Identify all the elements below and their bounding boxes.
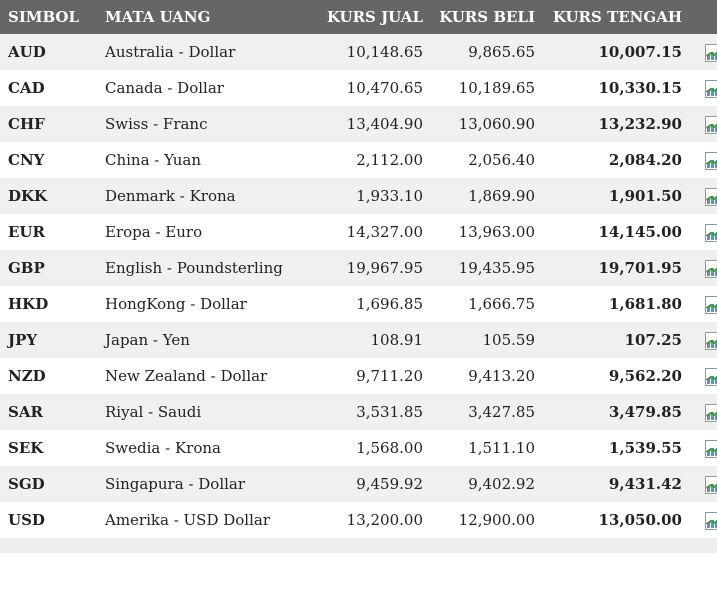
middle-rate: 2,084.20 xyxy=(608,151,682,169)
sell-rate: 108.91 xyxy=(370,331,423,349)
sell-rate: 14,327.00 xyxy=(346,223,423,241)
buy-rate: 1,511.10 xyxy=(468,439,535,457)
currency-name: HongKong - Dollar xyxy=(105,295,247,313)
table-row-cny xyxy=(0,142,717,178)
middle-rate: 10,330.15 xyxy=(598,79,682,97)
chart-icon[interactable] xyxy=(705,368,717,386)
table-row-nzd xyxy=(0,358,717,394)
middle-rate: 1,539.55 xyxy=(608,439,682,457)
currency-name: Swiss - Franc xyxy=(105,115,208,133)
sell-rate: 9,711.20 xyxy=(356,367,423,385)
sell-rate: 10,148.65 xyxy=(346,43,423,61)
table-row-eur xyxy=(0,214,717,250)
chart-cell xyxy=(682,178,717,214)
chart-cell xyxy=(682,502,717,538)
buy-rate: 2,056.40 xyxy=(468,151,535,169)
sell-rate: 1,696.85 xyxy=(356,295,423,313)
table-row-usd xyxy=(0,502,717,538)
currency-name: Canada - Dollar xyxy=(105,79,224,97)
currency-symbol: DKK xyxy=(8,187,48,205)
currency-name: Amerika - USD Dollar xyxy=(105,511,271,529)
chart-icon[interactable] xyxy=(705,404,717,422)
chart-icon[interactable] xyxy=(705,332,717,350)
middle-rate: 19,701.95 xyxy=(598,259,682,277)
chart-cell xyxy=(682,394,717,430)
header-currency: MATA UANG xyxy=(105,8,211,26)
currency-name: Eropa - Euro xyxy=(105,223,203,241)
currency-name: New Zealand - Dollar xyxy=(105,367,268,385)
table-row-sgd xyxy=(0,466,717,502)
table-row-cad xyxy=(0,70,717,106)
middle-rate: 9,562.20 xyxy=(608,367,682,385)
chart-cell xyxy=(682,466,717,502)
table-row-jpy xyxy=(0,322,717,358)
currency-name: English - Poundsterling xyxy=(105,259,283,277)
chart-cell xyxy=(682,430,717,466)
chart-cell xyxy=(682,34,717,70)
chart-cell xyxy=(682,358,717,394)
sell-rate: 1,568.00 xyxy=(356,439,423,457)
chart-icon[interactable] xyxy=(705,224,717,242)
currency-symbol: CAD xyxy=(8,79,45,97)
chart-icon[interactable] xyxy=(705,296,717,314)
currency-symbol: CHF xyxy=(8,115,45,133)
buy-rate: 3,427.85 xyxy=(468,403,535,421)
buy-rate: 9,402.92 xyxy=(468,475,535,493)
sell-rate: 10,470.65 xyxy=(346,79,423,97)
sell-rate: 13,404.90 xyxy=(346,115,423,133)
middle-rate: 13,232.90 xyxy=(598,115,682,133)
currency-name: Swedia - Krona xyxy=(105,439,221,457)
sell-rate: 9,459.92 xyxy=(356,475,423,493)
chart-cell xyxy=(682,250,717,286)
currency-name: Japan - Yen xyxy=(105,331,190,349)
chart-icon[interactable] xyxy=(705,116,717,134)
table-row-hkd xyxy=(0,286,717,322)
chart-icon[interactable] xyxy=(705,188,717,206)
middle-rate: 13,050.00 xyxy=(598,511,682,529)
middle-rate: 1,901.50 xyxy=(608,187,682,205)
chart-icon[interactable] xyxy=(705,80,717,98)
chart-cell xyxy=(682,70,717,106)
chart-icon[interactable] xyxy=(705,260,717,278)
chart-icon[interactable] xyxy=(705,440,717,458)
currency-symbol: GBP xyxy=(8,259,45,277)
middle-rate: 10,007.15 xyxy=(598,43,682,61)
middle-rate: 9,431.42 xyxy=(608,475,682,493)
table-body xyxy=(0,34,717,538)
table-row-dkk xyxy=(0,178,717,214)
chart-cell xyxy=(682,142,717,178)
buy-rate: 13,060.90 xyxy=(458,115,535,133)
buy-rate: 9,413.20 xyxy=(468,367,535,385)
currency-symbol: AUD xyxy=(8,43,46,61)
middle-rate: 3,479.85 xyxy=(608,403,682,421)
currency-symbol: NZD xyxy=(8,367,46,385)
sell-rate: 3,531.85 xyxy=(356,403,423,421)
currency-name: Denmark - Krona xyxy=(105,187,236,205)
buy-rate: 10,189.65 xyxy=(458,79,535,97)
currency-name: Australia - Dollar xyxy=(105,43,236,61)
buy-rate: 19,435.95 xyxy=(458,259,535,277)
table-row-sek xyxy=(0,430,717,466)
currency-symbol: JPY xyxy=(8,331,38,349)
header-sell-rate: KURS JUAL xyxy=(326,8,423,26)
buy-rate: 1,666.75 xyxy=(468,295,535,313)
table-row-gbp xyxy=(0,250,717,286)
buy-rate: 13,963.00 xyxy=(458,223,535,241)
header-symbol: SIMBOL xyxy=(8,8,80,26)
currency-symbol: CNY xyxy=(8,151,45,169)
chart-cell xyxy=(682,322,717,358)
header-buy-rate: KURS BELI xyxy=(439,8,535,26)
table-row-chf xyxy=(0,106,717,142)
buy-rate: 9,865.65 xyxy=(468,43,535,61)
currency-name: Singapura - Dollar xyxy=(105,475,246,493)
chart-cell xyxy=(682,106,717,142)
middle-rate: 14,145.00 xyxy=(598,223,682,241)
currency-symbol: SEK xyxy=(8,439,44,457)
currency-name: China - Yuan xyxy=(105,151,202,169)
buy-rate: 12,900.00 xyxy=(458,511,535,529)
buy-rate: 105.59 xyxy=(482,331,535,349)
chart-icon[interactable] xyxy=(705,512,717,530)
chart-cell xyxy=(682,286,717,322)
sell-rate: 1,933.10 xyxy=(356,187,423,205)
table-row-sar xyxy=(0,394,717,430)
currency-symbol: SAR xyxy=(8,403,43,421)
header-middle-rate: KURS TENGAH xyxy=(552,8,682,26)
middle-rate: 1,681.80 xyxy=(608,295,682,313)
sell-rate: 13,200.00 xyxy=(346,511,423,529)
middle-rate: 107.25 xyxy=(624,331,682,349)
sell-rate: 19,967.95 xyxy=(346,259,423,277)
table-header-row xyxy=(0,0,717,34)
chart-icon[interactable] xyxy=(705,476,717,494)
header-chart xyxy=(682,0,717,34)
chart-icon[interactable] xyxy=(705,44,717,62)
currency-symbol: SGD xyxy=(8,475,45,493)
chart-cell xyxy=(682,214,717,250)
chart-icon[interactable] xyxy=(705,152,717,170)
table-row-aud xyxy=(0,34,717,70)
currency-name: Riyal - Saudi xyxy=(105,403,202,421)
currency-symbol: HKD xyxy=(8,295,49,313)
sell-rate: 2,112.00 xyxy=(356,151,423,169)
currency-symbol: EUR xyxy=(8,223,45,241)
currency-symbol: USD xyxy=(8,511,45,529)
buy-rate: 1,869.90 xyxy=(468,187,535,205)
